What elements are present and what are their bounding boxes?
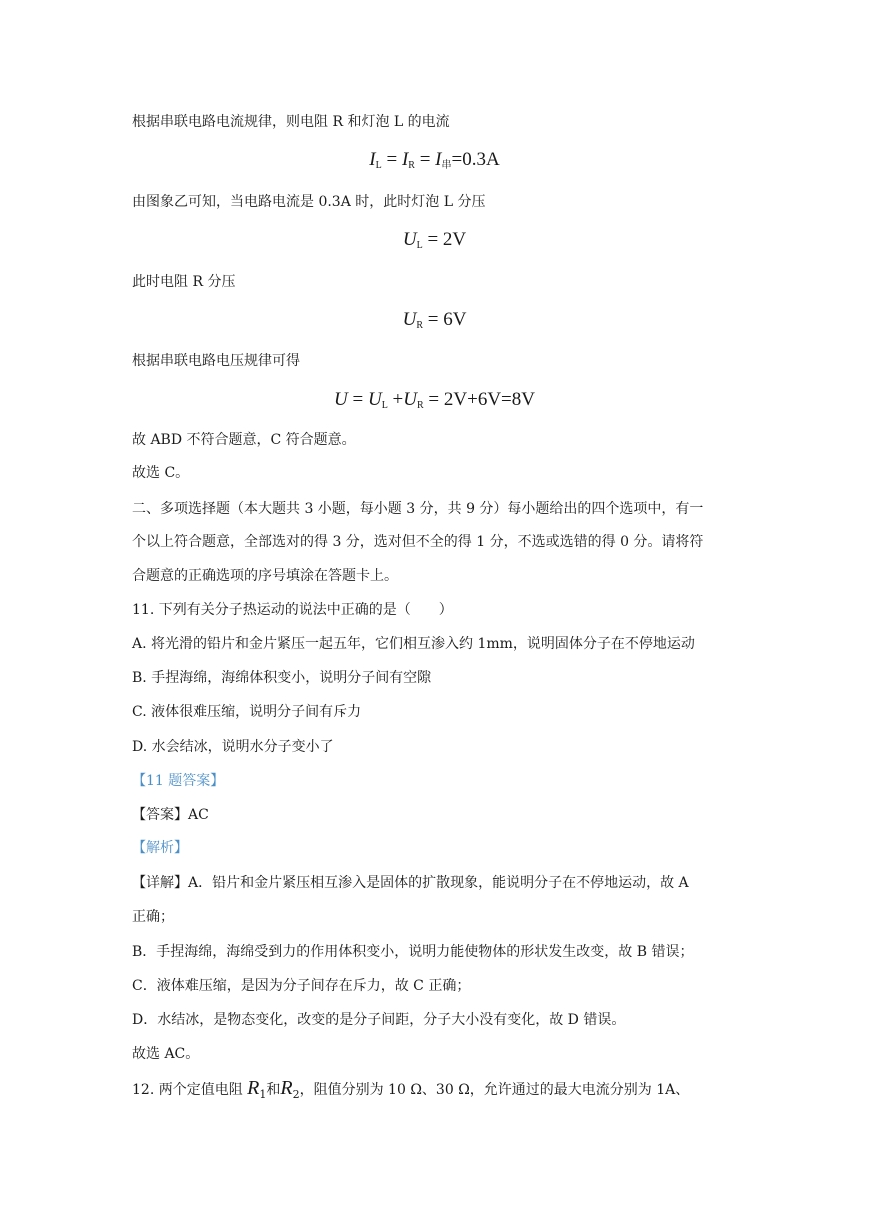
equation-ul: [0, 228, 869, 258]
eq-subscript: R: [416, 320, 423, 331]
eq-symbol: I: [369, 149, 376, 170]
eq-value: = 6V: [422, 309, 467, 330]
answer-heading: 【11 题答案】: [132, 773, 225, 789]
text-line: 合题意的正确选项的序号填涂在答题卡上。: [132, 568, 398, 584]
text-line: 由图象乙可知，当电路电流是 0.3A 时，此时灯泡 L 分压: [132, 194, 486, 210]
eq-symbol: R: [247, 1077, 260, 1099]
equation-ur: [0, 308, 869, 338]
option-c: C. 液体很难压缩，说明分子间有斥力: [132, 704, 362, 720]
eq-symbol: U: [367, 389, 382, 410]
text-line: 故选 C。: [132, 465, 190, 481]
question-12: [132, 1078, 689, 1105]
eq-value: = 2V+6V=8V: [423, 389, 535, 410]
text-line: 根据串联电路电流规律，则电阻 R 和灯泡 L 的电流: [132, 114, 450, 130]
text-line: 故选 AC。: [132, 1046, 200, 1062]
eq-subscript: 1: [259, 1087, 267, 1101]
q12-and: 和: [266, 1082, 281, 1098]
eq-symbol: I: [435, 149, 442, 170]
text-line: 【详解】A．铅片和金片紧压相互渗入是固体的扩散现象，能说明分子在不停地运动，故 A: [132, 875, 689, 891]
eq-symbol: U: [402, 309, 417, 330]
eq-subscript: L: [375, 160, 382, 171]
eq-subscript: 2: [292, 1087, 300, 1101]
text-line: 故 ABD 不符合题意，C 符合题意。: [132, 432, 356, 448]
eq-symbol: U: [403, 389, 417, 410]
eq-value: =0.3A: [451, 149, 500, 170]
analysis-heading: 【解析】: [132, 840, 188, 856]
text-line: B．手捏海绵，海绵受到力的作用体积变小，说明力能使物体的形状发生改变，故 B 错误；: [132, 944, 694, 960]
text-line: 正确；: [132, 909, 174, 925]
option-a: A. 将光滑的铅片和金片紧压一起五年，它们相互渗入约 1mm，说明固体分子在不停地运动: [132, 636, 695, 652]
eq-symbol: U: [334, 389, 348, 410]
text-line: 此时电阻 R 分压: [132, 274, 236, 290]
q12-suffix: ，阻值分别为 10 Ω、30 Ω，允许通过的最大电流分别为 1A、: [299, 1082, 690, 1098]
eq-symbol: I: [401, 149, 409, 170]
eq-operator: =: [381, 149, 402, 170]
answer-line: 【答案】AC: [132, 807, 209, 823]
eq-operator: =: [414, 149, 436, 170]
eq-operator: +: [387, 389, 404, 410]
eq-subscript: L: [381, 400, 388, 411]
eq-subscript: R: [417, 400, 424, 411]
eq-symbol: U: [402, 229, 417, 250]
eq-subscript: L: [416, 240, 423, 251]
eq-symbol: R: [280, 1077, 293, 1099]
question-11: 11. 下列有关分子热运动的说法中正确的是（ ）: [132, 602, 453, 618]
eq-subscript: R: [408, 160, 415, 171]
text-line: 根据串联电路电压规律可得: [132, 353, 300, 369]
option-b: B. 手捏海绵，海绵体积变小，说明分子间有空隙: [132, 670, 432, 686]
option-d: D. 水会结冰，说明水分子变小了: [132, 739, 334, 755]
text-line: 个以上符合题意，全部选对的得 3 分，选对但不全的得 1 分，不选或选错的得 0 分。请将符: [132, 534, 704, 550]
text-line: D．水结冰，是物态变化，改变的是分子间距，分子大小没有变化，故 D 错误。: [132, 1012, 626, 1028]
equation-current: [0, 148, 869, 178]
section-heading: 二、多项选择题（本大题共 3 小题，每小题 3 分，共 9 分）每小题给出的四个选项中，有一: [132, 501, 704, 517]
equation-total-voltage: [0, 388, 869, 418]
text-line: C．液体难压缩，是因为分子间存在斥力，故 C 正确；: [132, 978, 471, 994]
eq-value: = 2V: [422, 229, 467, 250]
eq-operator: =: [347, 389, 368, 410]
eq-subscript: 串: [441, 160, 452, 171]
q12-prefix: 12. 两个定值电阻: [132, 1082, 248, 1098]
